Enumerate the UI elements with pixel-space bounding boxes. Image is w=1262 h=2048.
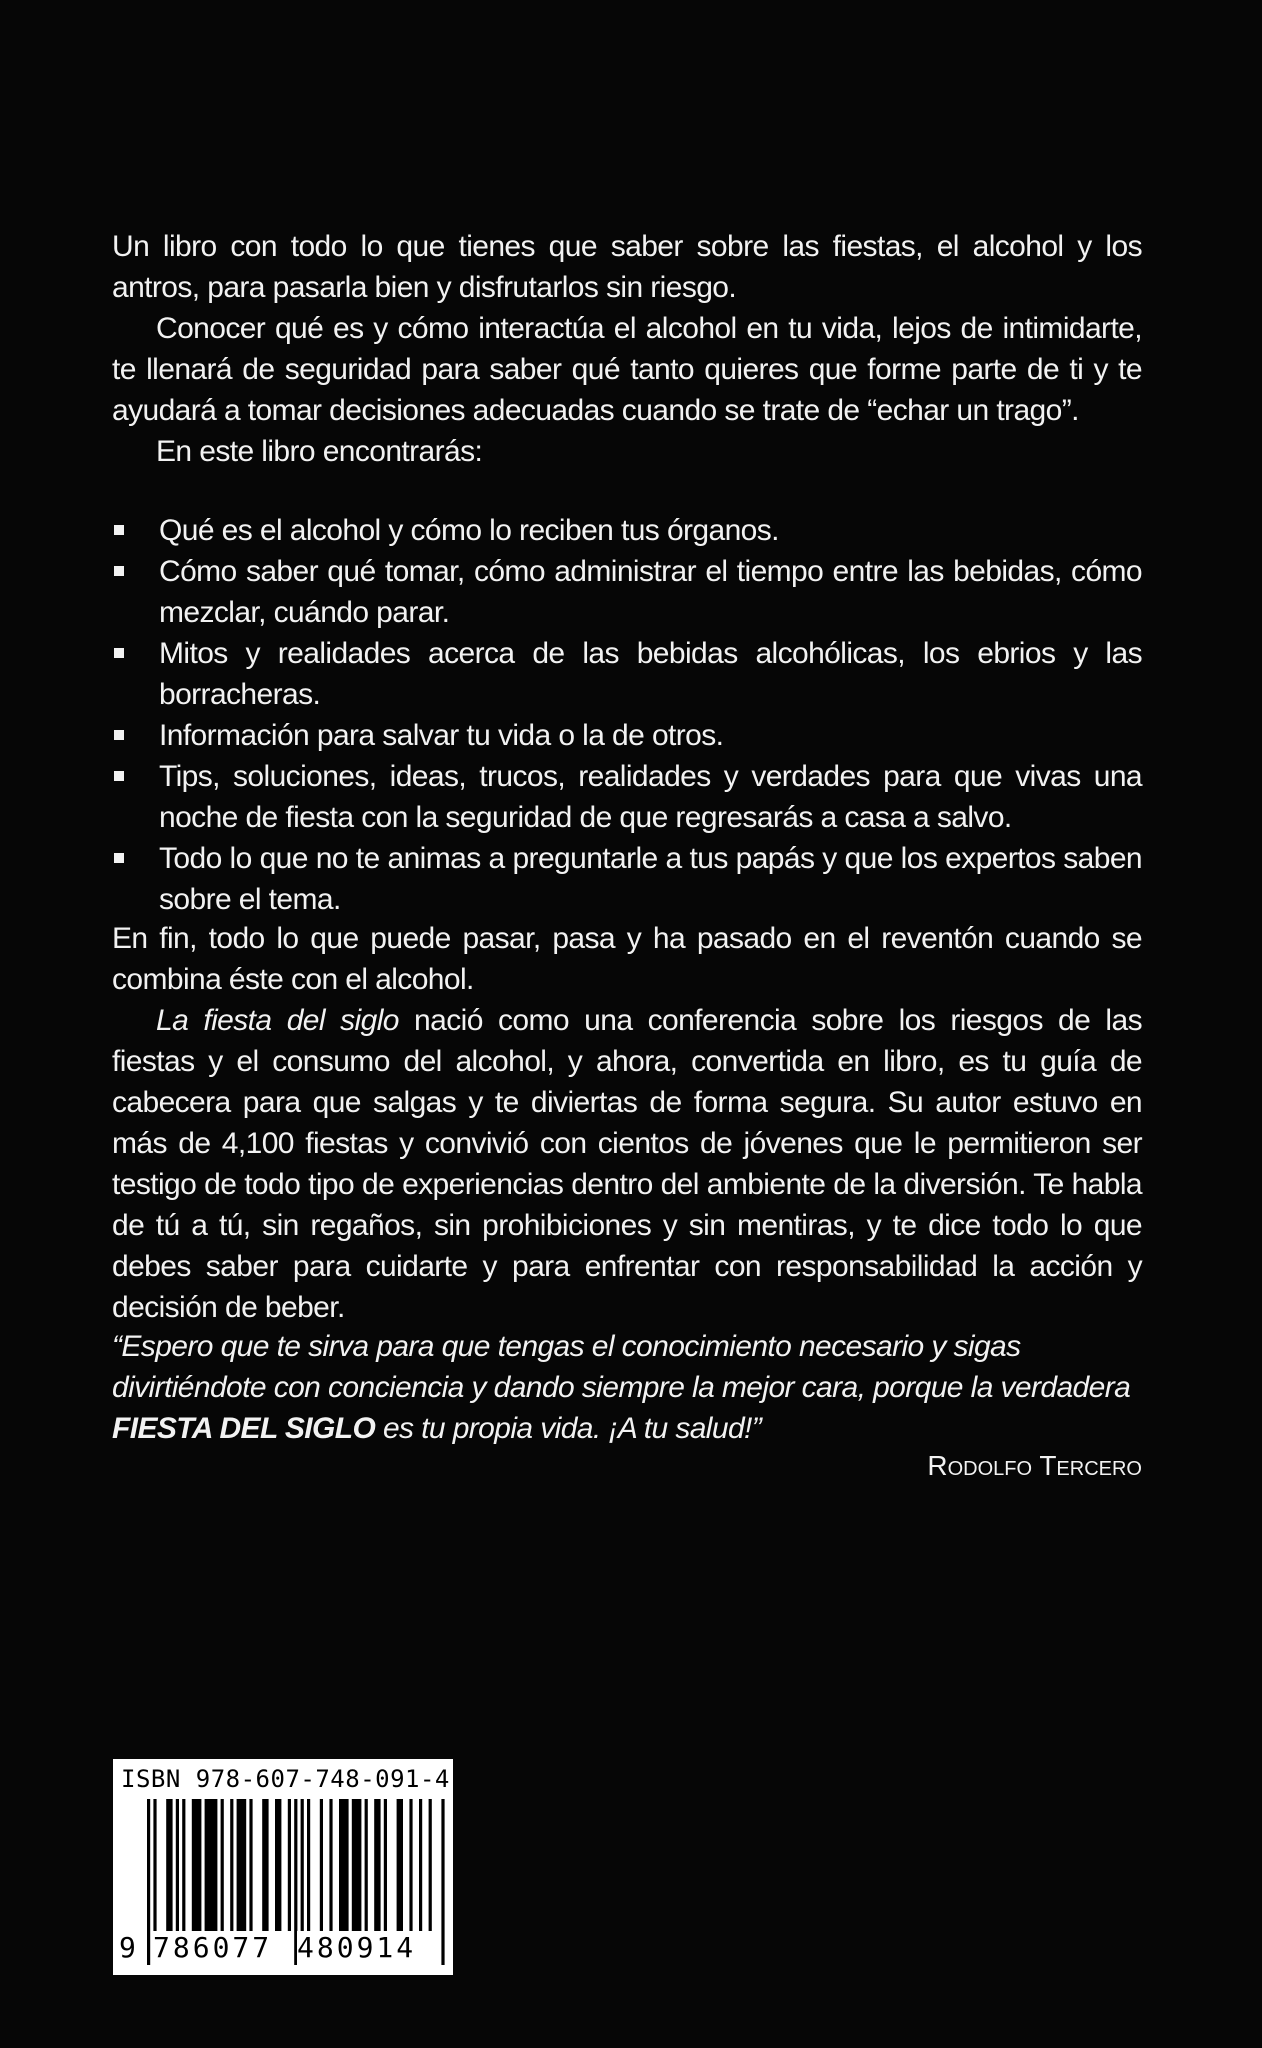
list-item: Todo lo que no te animas a preguntarle a tus papás y que los expertos saben sobre el tema. (112, 838, 1142, 920)
list-item: Tips, soluciones, ideas, trucos, realidades y verdades para que vivas una noche de fiesta con la seguridad de que regresarás a casa a salvo. (112, 756, 1142, 838)
barcode-bar (205, 1799, 218, 1931)
author-quote (112, 1326, 1142, 1449)
book-title: La fiesta del siglo (156, 1004, 399, 1037)
barcode-bar (329, 1799, 332, 1931)
barcode-bar (288, 1799, 291, 1931)
list-lead-in: En este libro encontrarás: (156, 435, 483, 468)
description-paragraph (112, 1000, 1142, 1328)
barcode-bar (384, 1799, 387, 1931)
list-item: Mitos y realidades acerca de las bebidas alcohólicas, los ebrios y las borracheras. (112, 633, 1142, 715)
list-item: Cómo saber qué tomar, cómo administrar el tiempo entre las bebidas, cómo mezclar, cuándo parar. (112, 551, 1142, 633)
barcode-bar (339, 1799, 349, 1931)
barcode-bar (409, 1799, 412, 1931)
quote-text: es tu propia vida. ¡A tu salud!” (375, 1412, 762, 1445)
barcode-bar (429, 1799, 432, 1931)
barcode-right-digits: 480914 (297, 1931, 417, 1964)
author-signature: Rodolfo Tercero (927, 1450, 1142, 1481)
barcode-bar (166, 1799, 172, 1931)
barcode-bar (147, 1799, 150, 1965)
barcode-bar (397, 1799, 403, 1931)
barcode-lead-digit: 9 (119, 1931, 136, 1964)
barcode-bar (374, 1799, 380, 1931)
barcode-left-digits: 786077 (153, 1931, 273, 1964)
barcode-bar (352, 1799, 362, 1931)
description-text: nació como una conferencia sobre los riesgos de las fiestas y el consumo del alcohol, y ahora, convertida en libro, es tu guía de cabecera para que salgas y te diviertas de forma segura. Su autor estuvo en más de 4,100 fiestas y convivió con cientos de jóvenes que le permitieron ser testigo de todo tipo de experiencias dentro del ambiente de la diversión. Te habla de tú a tú, sin regaños, sin prohibiciones y sin mentiras, y te dice todo lo que debes saber para cuidarte y para enfrentar con responsabilidad la acción y decisión de beber. (112, 1004, 1142, 1324)
barcode-bar (249, 1799, 252, 1931)
barcode-bar (275, 1799, 281, 1931)
list-item: Información para salvar tu vida o la de otros. (112, 715, 1142, 756)
barcode-bar (176, 1799, 179, 1931)
intro-paragraph: Conocer qué es y cómo interactúa el alcohol en tu vida, lejos de intimidarte, te llenará de seguridad para saber qué tanto quieres que forme parte de ti y te ayudará a tomar decisiones adecuadas cuando se trate de “echar un trago”. (112, 312, 1142, 427)
barcode-bar (230, 1799, 233, 1931)
isbn-barcode (113, 1759, 453, 1975)
feature-list (112, 510, 1142, 920)
barcode-bar (441, 1799, 444, 1965)
barcode-bar (419, 1799, 422, 1931)
intro-paragraph: Un libro con todo lo que tienes que saber sobre las fiestas, el alcohol y los antros, para pasarla bien y disfrutarlos sin riesgo. (112, 230, 1142, 304)
barcode-bar (365, 1799, 368, 1931)
description-paragraph: En fin, todo lo que puede pasar, pasa y ha pasado en el reventón cuando se combina éste con el alcohol. (112, 922, 1142, 996)
barcode-bar (192, 1799, 202, 1931)
barcode-bar (320, 1799, 323, 1931)
intro-section (112, 226, 1142, 472)
barcode-bar (262, 1799, 268, 1931)
quote-text: “Espero que te sirva para que tengas el conocimiento necesario y sigas divirtiéndote con conciencia y dando siempre la mejor cara, porque la verdadera (112, 1330, 1131, 1404)
barcode-bar (237, 1799, 247, 1931)
isbn-label: ISBN 978-607-748-091-4 (121, 1765, 450, 1793)
barcode-bar (182, 1799, 185, 1931)
barcode-bar (221, 1799, 224, 1931)
quote-emphasis: FIESTA DEL SIGLO (112, 1412, 376, 1445)
barcode-bar (307, 1799, 310, 1931)
description-section (112, 918, 1142, 1328)
list-item: Qué es el alcohol y cómo lo reciben tus órganos. (112, 510, 1142, 551)
